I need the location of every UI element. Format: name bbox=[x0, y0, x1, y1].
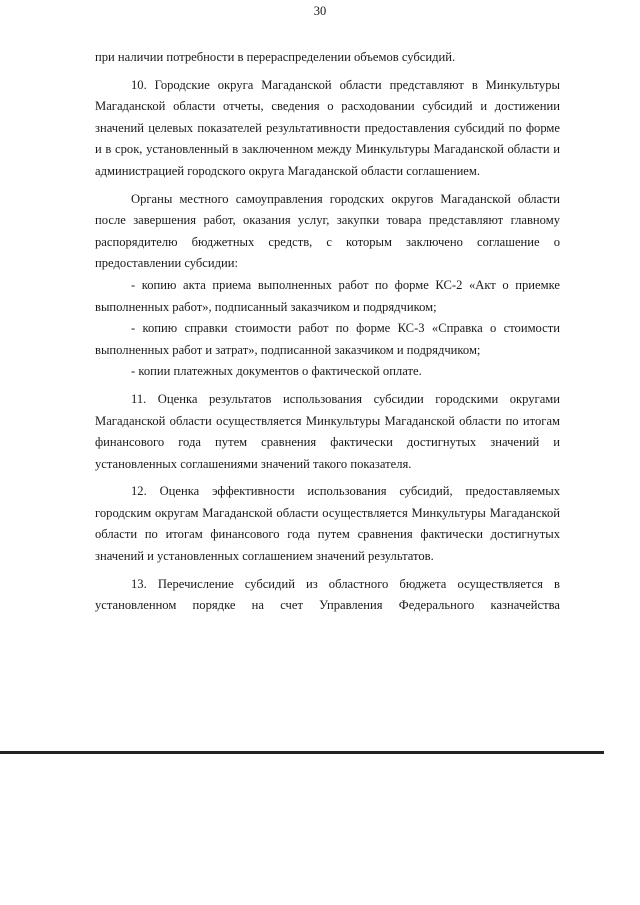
paragraph-continuation: при наличии потребности в перераспределении объемов субсидий. bbox=[95, 50, 456, 64]
list-item-ks3: - копию справки стоимости работ по форме КС-3 «Справка о стоимости выполненных работ и затрат», подписанной заказчиком и подрядчиком; bbox=[95, 321, 560, 357]
list-item-ks2: - копию акта приема выполненных работ по форме КС-2 «Акт о приемке выполненных работ», подписанный заказчиком и подрядчиком; bbox=[95, 277, 560, 314]
paragraph-item-11: 11. Оценка результатов использования субсидии городскими округами Магаданской области осуществляется Минкультуры Магаданской области по итогам финансового года путем сравнения фактически достигнутых значений и установленных соглашениями значений такого показателя. bbox=[95, 391, 560, 471]
horizontal-divider bbox=[0, 751, 604, 754]
paragraph-local-authorities: Органы местного самоуправления городских округов Магаданской области после завершения работ, оказания услуг, закупки товара представляют главному распорядителю бюджетных средств, с которым заключено соглашение о предоставлении субсидии: bbox=[95, 191, 560, 271]
paragraph-item-13: 13. Перечисление субсидий из областного бюджета осуществляется в установленном порядке на счет Управления Федерального казначейства bbox=[95, 576, 560, 613]
page-number: 30 bbox=[313, 4, 327, 18]
paragraph-item-10: 10. Городские округа Магаданской области представляют в Минкультуры Магаданской области отчеты, сведения о расходовании субсидий и достижении значений целевых показателей результативности предоставления субсидий по форме и в срок, установленный в заключенном между Минкультуры Магаданской области и администрацией городского округа Магаданской области соглашением. bbox=[95, 77, 560, 178]
list-item-payment-docs: - копии платежных документов о фактической оплате. bbox=[131, 364, 422, 379]
paragraph-item-12: 12. Оценка эффективности использования субсидий, предоставляемых городским округам Магаданской области осуществляется Минкультуры Магаданской области по итогам финансового года путем сравнения фактически достигнутых значений и установленных соглашением значений результатов. bbox=[95, 484, 560, 564]
document-body bbox=[95, 47, 560, 617]
